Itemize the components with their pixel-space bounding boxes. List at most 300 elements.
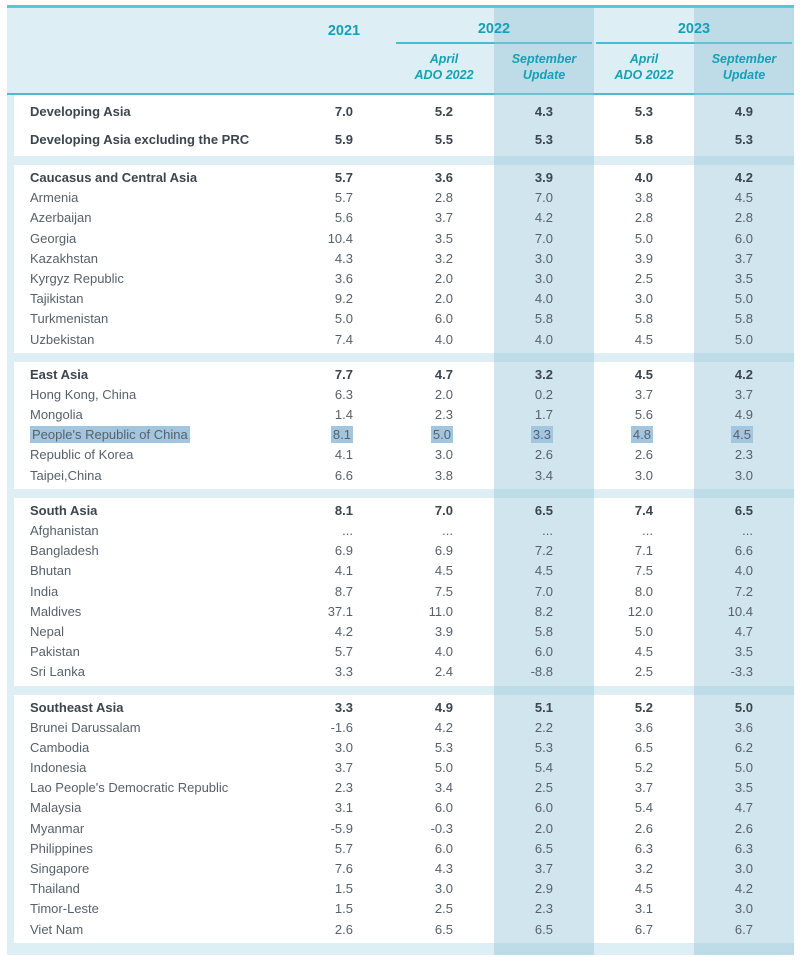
- selected-text: 8.1: [332, 427, 351, 443]
- value-text: 4.5: [734, 190, 753, 206]
- value-cell: [294, 920, 394, 940]
- value-cell: [694, 249, 794, 269]
- table-row: [14, 385, 794, 405]
- value-text: -8.8: [530, 664, 553, 680]
- economy-name-cell: [14, 920, 294, 940]
- subheader-line: ADO 2022: [414, 68, 474, 82]
- value-text: 3.4: [534, 467, 553, 483]
- value-cell: [394, 839, 494, 859]
- value-cell: [594, 168, 694, 188]
- value-text: 6.2: [734, 739, 753, 755]
- value-text: 3.0: [634, 291, 653, 307]
- value-cell: [494, 385, 594, 405]
- value-cell: [694, 602, 794, 622]
- value-cell: [494, 602, 594, 622]
- economy-name-text: Maldives: [30, 603, 82, 619]
- value-cell: [394, 208, 494, 228]
- value-text: 4.9: [434, 699, 453, 715]
- value-text: 5.0: [734, 760, 753, 776]
- value-text: 2.8: [634, 210, 653, 226]
- economy-name-cell: [14, 582, 294, 602]
- year-header-row: [7, 8, 794, 44]
- value-cell: [594, 839, 694, 859]
- economy-name-cell: [14, 208, 294, 228]
- value-cell: [594, 642, 694, 662]
- value-text: 6.6: [734, 543, 753, 559]
- value-text: 4.9: [734, 104, 753, 119]
- economy-name-text: Bhutan: [30, 563, 72, 579]
- value-cell: [694, 445, 794, 465]
- economy-name-cell: [14, 819, 294, 839]
- value-text: 4.2: [334, 623, 353, 639]
- value-cell: [394, 309, 494, 329]
- value-cell: [694, 188, 794, 208]
- value-cell: [494, 642, 594, 662]
- value-cell: [594, 309, 694, 329]
- value-cell: [694, 718, 794, 738]
- value-cell: [594, 582, 694, 602]
- value-text: 37.1: [327, 603, 353, 619]
- table-row: [14, 98, 794, 126]
- value-cell: [394, 168, 494, 188]
- table-header: [7, 8, 794, 95]
- economy-name-cell: [14, 249, 294, 269]
- value-text: 8.1: [334, 502, 353, 518]
- economy-name-cell: [14, 718, 294, 738]
- value-text: 6.9: [434, 543, 453, 559]
- value-text: 6.9: [334, 543, 353, 559]
- value-text: 1.5: [334, 901, 353, 917]
- value-cell: [494, 582, 594, 602]
- value-cell: [594, 561, 694, 581]
- value-text: 3.4: [434, 780, 453, 796]
- value-cell: [694, 269, 794, 289]
- value-text: 3.9: [534, 170, 553, 185]
- value-text: 6.3: [734, 840, 753, 856]
- value-cell: [294, 521, 394, 541]
- value-cell: [394, 718, 494, 738]
- value-text: 4.1: [334, 563, 353, 579]
- value-text: 3.3: [334, 699, 353, 715]
- value-text: 4.7: [734, 800, 753, 816]
- table-row: [14, 425, 794, 445]
- value-text: 6.7: [734, 921, 753, 937]
- value-cell: [294, 662, 394, 682]
- value-text: 2.3: [334, 780, 353, 796]
- value-cell: [394, 501, 494, 521]
- value-text: 5.2: [634, 760, 653, 776]
- value-cell: [594, 738, 694, 758]
- value-cell: [294, 188, 394, 208]
- value-text: 3.7: [634, 386, 653, 402]
- value-cell: [694, 778, 794, 798]
- economy-name-cell: [14, 798, 294, 818]
- value-text: 4.5: [434, 563, 453, 579]
- value-text: 6.0: [434, 800, 453, 816]
- year-label: 2022: [477, 21, 511, 37]
- value-text: 3.2: [534, 366, 553, 382]
- value-cell: [694, 859, 794, 879]
- value-text: 2.8: [734, 210, 753, 226]
- table-row: [14, 249, 794, 269]
- value-text: 6.0: [434, 311, 453, 327]
- value-cell: [494, 698, 594, 718]
- value-cell: [394, 541, 494, 561]
- value-cell: [494, 269, 594, 289]
- economy-name-text: India: [30, 583, 59, 599]
- value-cell: [594, 920, 694, 940]
- value-text: 3.1: [634, 901, 653, 917]
- value-cell: [694, 385, 794, 405]
- value-text: 5.0: [734, 291, 753, 307]
- economy-name-text: Afghanistan: [30, 523, 99, 538]
- value-cell: [394, 405, 494, 425]
- value-text: 5.3: [534, 131, 553, 147]
- value-text: 1.5: [334, 881, 353, 897]
- economy-name-cell: [14, 899, 294, 919]
- value-text: 5.0: [634, 623, 653, 639]
- value-text: 7.0: [534, 190, 553, 206]
- value-cell: [394, 229, 494, 249]
- value-text: 3.7: [634, 780, 653, 796]
- economy-name-text: Caucasus and Central Asia: [30, 170, 198, 185]
- value-cell: [694, 561, 794, 581]
- economy-name-cell: [14, 738, 294, 758]
- value-cell: [694, 289, 794, 309]
- value-text: 2.3: [534, 901, 553, 917]
- economy-name-text: Developing Asia: [30, 104, 131, 119]
- value-text: 6.5: [534, 921, 553, 937]
- value-cell: [394, 899, 494, 919]
- economy-name-cell: [14, 778, 294, 798]
- value-cell: [494, 839, 594, 859]
- economy-name-cell: [14, 425, 294, 445]
- table-row: [14, 208, 794, 228]
- value-cell: [494, 920, 594, 940]
- value-cell: [594, 365, 694, 385]
- value-text: 3.1: [334, 800, 353, 816]
- value-cell: [294, 798, 394, 818]
- economy-name-text: Sri Lanka: [30, 664, 85, 680]
- economy-name-text: Uzbekistan: [30, 331, 95, 347]
- value-cell: [294, 208, 394, 228]
- value-cell: [594, 289, 694, 309]
- value-text: 7.2: [734, 583, 753, 599]
- value-text: 2.6: [634, 447, 653, 463]
- subheader-line: April: [629, 51, 659, 66]
- value-cell: [594, 445, 694, 465]
- economy-name-cell: [14, 466, 294, 486]
- table-row: [14, 582, 794, 602]
- value-text: 3.8: [634, 190, 653, 206]
- value-text: 5.9: [334, 131, 353, 147]
- value-text: 2.4: [434, 664, 453, 680]
- value-text: 4.5: [634, 881, 653, 897]
- value-cell: [394, 602, 494, 622]
- value-text: 6.0: [434, 840, 453, 856]
- economy-name-text: Azerbaijan: [30, 210, 92, 226]
- value-cell: [494, 718, 594, 738]
- subheader-2022-september-update: [494, 44, 594, 90]
- table-row: [14, 698, 794, 718]
- value-text: 4.5: [634, 644, 653, 660]
- value-cell: [494, 561, 594, 581]
- table-row: [14, 920, 794, 940]
- value-cell: [394, 466, 494, 486]
- value-cell: [494, 208, 594, 228]
- value-cell: [594, 425, 694, 445]
- value-text: 2.6: [634, 820, 653, 836]
- value-text: 5.2: [634, 699, 653, 715]
- economy-name-cell: [14, 758, 294, 778]
- value-cell: [394, 425, 494, 445]
- value-cell: [694, 466, 794, 486]
- value-text: 2.0: [534, 820, 553, 836]
- economy-name-text: Viet Nam: [30, 921, 84, 937]
- value-cell: [594, 330, 694, 350]
- value-cell: [694, 541, 794, 561]
- table-row: [14, 445, 794, 465]
- value-cell: [294, 425, 394, 445]
- value-text: 3.8: [434, 467, 453, 483]
- value-text: 4.7: [734, 623, 753, 639]
- value-text: ...: [542, 523, 553, 538]
- value-text: 5.3: [634, 104, 653, 119]
- value-text: 6.3: [334, 386, 353, 402]
- value-cell: [594, 602, 694, 622]
- value-text: 2.0: [434, 386, 453, 402]
- economy-name-text: Tajikistan: [30, 291, 84, 307]
- economy-name-cell: [14, 859, 294, 879]
- value-text: 1.4: [334, 407, 353, 423]
- value-cell: [494, 126, 594, 154]
- value-text: 7.0: [534, 230, 553, 246]
- economy-name-cell: [14, 879, 294, 899]
- economy-name-cell: [14, 405, 294, 425]
- value-cell: [294, 289, 394, 309]
- value-cell: [294, 445, 394, 465]
- header-divider-rule: [7, 93, 794, 95]
- column-header-2021: [294, 18, 394, 44]
- value-text: 4.0: [434, 644, 453, 660]
- value-text: 5.6: [634, 407, 653, 423]
- value-text: 4.5: [634, 331, 653, 347]
- economy-name-text: Turkmenistan: [30, 311, 109, 327]
- value-text: 2.6: [534, 447, 553, 463]
- value-text: 4.3: [434, 861, 453, 876]
- economy-name-text: Cambodia: [30, 739, 90, 755]
- value-cell: [294, 758, 394, 778]
- value-text: 2.6: [734, 820, 753, 836]
- value-cell: [294, 501, 394, 521]
- value-cell: [494, 168, 594, 188]
- value-cell: [494, 445, 594, 465]
- economy-name-cell: [14, 501, 294, 521]
- table-row: [14, 738, 794, 758]
- value-cell: [294, 330, 394, 350]
- value-text: 4.2: [434, 719, 453, 735]
- value-cell: [494, 798, 594, 818]
- value-text: 5.8: [534, 623, 553, 639]
- value-cell: [494, 330, 594, 350]
- economy-name-cell: [14, 269, 294, 289]
- value-text: 3.7: [334, 760, 353, 776]
- value-cell: [694, 98, 794, 126]
- value-cell: [594, 718, 694, 738]
- value-cell: [594, 188, 694, 208]
- value-text: 3.7: [734, 250, 753, 266]
- value-text: 5.0: [734, 699, 753, 715]
- value-text: 3.0: [334, 739, 353, 755]
- economy-name-cell: [14, 289, 294, 309]
- value-cell: [594, 249, 694, 269]
- value-text: 7.6: [334, 861, 353, 876]
- value-text: 6.3: [634, 840, 653, 856]
- table-section: [14, 165, 794, 353]
- value-cell: [394, 758, 494, 778]
- value-text: 3.0: [434, 447, 453, 463]
- value-text: 1.7: [534, 407, 553, 423]
- value-text: 7.0: [334, 104, 353, 119]
- value-text: 4.0: [634, 170, 653, 185]
- economy-name-text: Philippines: [30, 840, 93, 856]
- value-cell: [594, 269, 694, 289]
- value-text: 4.9: [734, 407, 753, 423]
- value-text: 2.8: [434, 190, 453, 206]
- value-cell: [294, 269, 394, 289]
- subheader-line: ADO 2022: [614, 68, 674, 82]
- value-text: 3.6: [734, 719, 753, 735]
- value-cell: [394, 521, 494, 541]
- value-text: 4.2: [734, 881, 753, 897]
- economy-name-cell: [14, 521, 294, 541]
- value-cell: [294, 98, 394, 126]
- table-row: [14, 229, 794, 249]
- table-row: [14, 365, 794, 385]
- value-cell: [494, 662, 594, 682]
- table-row: [14, 622, 794, 642]
- value-text: 3.0: [534, 250, 553, 266]
- economy-name-text: South Asia: [30, 502, 98, 518]
- value-text: 2.5: [634, 270, 653, 286]
- value-text: 5.5: [434, 131, 453, 147]
- value-cell: [594, 521, 694, 541]
- value-cell: [294, 778, 394, 798]
- economy-name-cell: [14, 98, 294, 126]
- value-cell: [494, 758, 594, 778]
- value-text: 7.5: [434, 583, 453, 599]
- value-cell: [394, 365, 494, 385]
- value-text: 4.0: [534, 291, 553, 307]
- selected-text: 3.3: [532, 427, 551, 443]
- value-cell: [294, 602, 394, 622]
- value-cell: [494, 738, 594, 758]
- table-row: [14, 819, 794, 839]
- value-cell: [394, 249, 494, 269]
- subheader-line: September: [511, 51, 577, 66]
- value-text: 5.0: [634, 230, 653, 246]
- value-text: 2.5: [534, 780, 553, 796]
- value-cell: [594, 859, 694, 879]
- economy-name-text: Kyrgyz Republic: [30, 270, 124, 286]
- value-text: 4.5: [534, 563, 553, 579]
- value-cell: [594, 758, 694, 778]
- value-cell: [294, 642, 394, 662]
- value-cell: [694, 698, 794, 718]
- table-body: [7, 95, 794, 943]
- value-cell: [694, 521, 794, 541]
- economy-name-text: Georgia: [30, 230, 77, 246]
- value-cell: [394, 879, 494, 899]
- table-row: [14, 561, 794, 581]
- value-cell: [494, 541, 594, 561]
- value-cell: [594, 662, 694, 682]
- value-text: 6.5: [534, 840, 553, 856]
- value-text: 3.6: [434, 170, 453, 185]
- value-text: 2.5: [634, 664, 653, 680]
- value-text: 7.5: [634, 563, 653, 579]
- value-text: 3.5: [734, 780, 753, 796]
- value-text: 2.0: [434, 270, 453, 286]
- value-text: 9.2: [334, 291, 353, 307]
- table-row: [14, 642, 794, 662]
- value-text: 5.3: [534, 739, 553, 755]
- value-text: 5.7: [334, 170, 353, 185]
- value-cell: [494, 249, 594, 269]
- value-text: 3.0: [734, 901, 753, 917]
- value-cell: [494, 365, 594, 385]
- value-text: 2.3: [434, 407, 453, 423]
- value-text: 3.0: [734, 861, 753, 876]
- value-cell: [694, 330, 794, 350]
- table-row: [14, 879, 794, 899]
- value-cell: [694, 738, 794, 758]
- economy-name-text: Brunei Darussalam: [30, 719, 141, 735]
- value-cell: [394, 622, 494, 642]
- value-cell: [294, 365, 394, 385]
- value-cell: [294, 738, 394, 758]
- table-section: [14, 95, 794, 156]
- value-text: 3.0: [434, 881, 453, 897]
- table-row: [14, 330, 794, 350]
- value-text: 12.0: [627, 603, 653, 619]
- value-cell: [594, 819, 694, 839]
- value-text: -0.3: [430, 820, 453, 836]
- value-text: 6.0: [534, 644, 553, 660]
- value-cell: [494, 405, 594, 425]
- economy-name-cell: [14, 365, 294, 385]
- value-text: 4.5: [634, 366, 653, 382]
- value-cell: [694, 899, 794, 919]
- value-text: 3.7: [734, 386, 753, 402]
- economy-name-cell: [14, 602, 294, 622]
- subheader-line: Update: [522, 68, 566, 82]
- value-cell: [594, 879, 694, 899]
- value-text: 4.2: [534, 210, 553, 226]
- value-text: 2.2: [534, 719, 553, 735]
- economy-name-text: Bangladesh: [30, 543, 99, 559]
- value-text: 6.5: [734, 502, 753, 518]
- value-text: 5.7: [334, 190, 353, 206]
- value-cell: [394, 98, 494, 126]
- economy-name-text: East Asia: [30, 366, 89, 382]
- value-text: 3.9: [634, 250, 653, 266]
- economy-name-text: Pakistan: [30, 644, 80, 660]
- economy-name-cell: [14, 698, 294, 718]
- economy-name-cell: [14, 839, 294, 859]
- subheader-line: April: [429, 51, 459, 66]
- value-text: 5.7: [334, 840, 353, 856]
